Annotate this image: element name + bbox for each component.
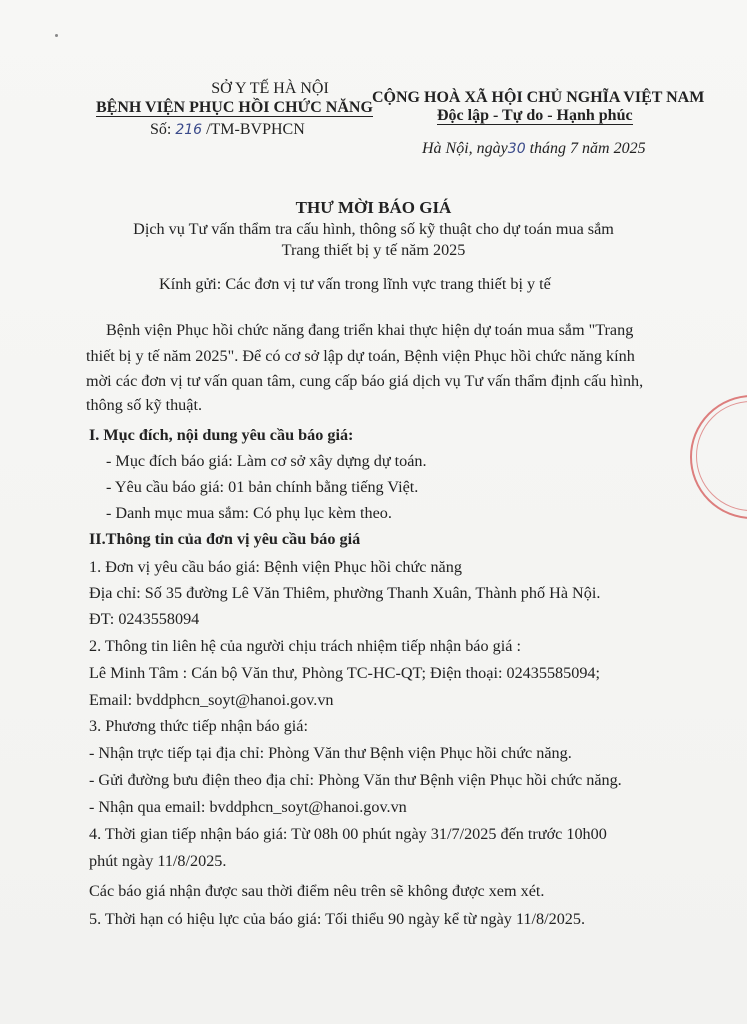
scan-speck [55,34,58,37]
section-2-line: 3. Phương thức tiếp nhận báo giá: [89,717,308,735]
section-2-line: - Nhận qua email: bvddphcn_soyt@hanoi.gov.vn [89,798,407,816]
department-name: SỞ Y TẾ HÀ NỘI [211,80,329,97]
number-prefix: Số: [150,121,172,138]
section-2-line: Email: bvddphcn_soyt@hanoi.gov.vn [89,691,334,709]
document-number [150,121,305,139]
recipient-line: Kính gửi: Các đơn vị tư vấn trong lĩnh vực trang thiết bị y tế [159,275,551,293]
handwritten-number: 216 [175,122,203,138]
section-1-heading: I. Mục đích, nội dung yêu cầu báo giá: [89,426,354,444]
section-1-item: - Danh mục mua sắm: Có phụ lục kèm theo. [106,504,392,522]
intro-line: Bệnh viện Phục hồi chức năng đang triển khai thực hiện dự toán mua sắm "Trang [106,321,634,339]
intro-line: thiết bị y tế năm 2025". Để có cơ sở lập dự toán, Bệnh viện Phục hồi chức năng kính [86,347,635,365]
country-name: CỘNG HOÀ XÃ HỘI CHỦ NGHĨA VIỆT NAM [372,89,705,106]
section-2-line: 2. Thông tin liên hệ của người chịu trách nhiệm tiếp nhận báo giá : [89,637,521,655]
number-suffix: /TM-BVPHCN [206,121,305,138]
section-2-line: 4. Thời gian tiếp nhận báo giá: Từ 08h 00 phút ngày 31/7/2025 đến trước 10h00 [89,825,607,843]
section-1-item: - Mục đích báo giá: Làm cơ sở xây dựng dự toán. [106,452,427,470]
hospital-name-text: BỆNH VIỆN PHỤC HỒI CHỨC NĂNG [96,99,373,116]
date-suffix: tháng 7 năm 2025 [529,140,646,157]
date-prefix: Hà Nội, ngày [422,140,508,157]
section-1-item: - Yêu cầu báo giá: 01 bản chính bằng tiếng Việt. [106,478,419,496]
handwritten-day: 30 [507,141,526,157]
document-date [422,140,646,158]
section-2-line: Các báo giá nhận được sau thời điểm nêu trên sẽ không được xem xét. [89,882,545,900]
intro-line: thông số kỹ thuật. [86,396,203,414]
section-2-heading: II.Thông tin của đơn vị yêu cầu báo giá [89,530,361,548]
section-2-line: Lê Minh Tâm : Cán bộ Văn thư, Phòng TC-HC-QT; Điện thoại: 02435585094; [89,664,601,682]
section-2-line: Địa chỉ: Số 35 đường Lê Văn Thiêm, phường Thanh Xuân, Thành phố Hà Nội. [89,584,601,602]
section-2-line: ĐT: 0243558094 [89,610,200,628]
hospital-name [96,99,373,117]
national-motto [437,107,633,125]
subtitle-line-2: Trang thiết bị y tế năm 2025 [281,241,466,259]
section-2-line: - Gửi đường bưu điện theo địa chỉ: Phòng Văn thư Bệnh viện Phục hồi chức năng. [89,771,622,789]
section-2-line: 1. Đơn vị yêu cầu báo giá: Bệnh viện Phục hồi chức năng [89,558,462,576]
section-2-line: phút ngày 11/8/2025. [89,852,227,870]
intro-line: mời các đơn vị tư vấn quan tâm, cung cấp báo giá dịch vụ Tư vấn thẩm định cấu hình, [86,372,644,390]
section-2-line: - Nhận trực tiếp tại địa chỉ: Phòng Văn thư Bệnh viện Phục hồi chức năng. [89,744,572,762]
motto-text: Độc lập - Tự do - Hạnh phúc [437,107,633,124]
subtitle-line-1: Dịch vụ Tư vấn thẩm tra cấu hình, thông số kỹ thuật cho dự toán mua sắm [133,220,614,238]
section-2-line: 5. Thời hạn có hiệu lực của báo giá: Tối thiểu 90 ngày kể từ ngày 11/8/2025. [89,910,586,928]
document-title: THƯ MỜI BÁO GIÁ [295,198,452,217]
